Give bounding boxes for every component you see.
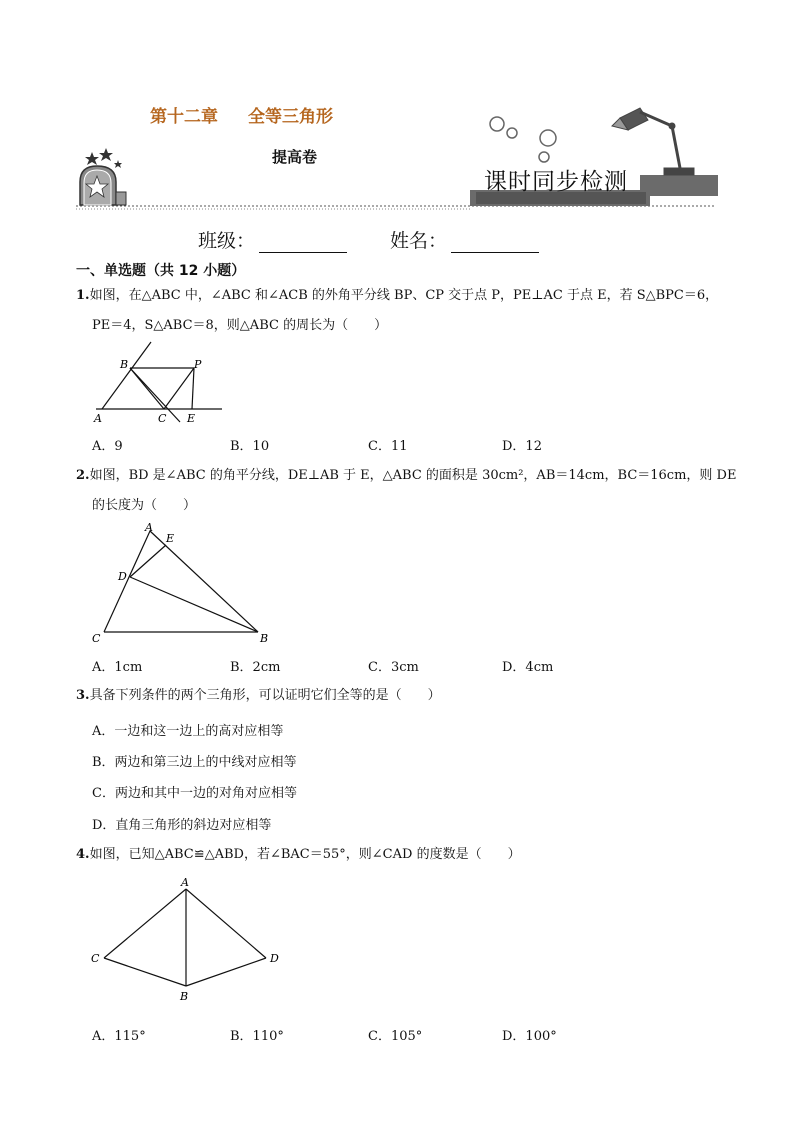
q1-option-a[interactable]: A．9 bbox=[92, 439, 123, 454]
question-2-text bbox=[76, 466, 736, 486]
question-1-text bbox=[76, 286, 718, 306]
question-1-line1: 如图，在△ABC 中，∠ABC 和∠ACB 的外角平分线 BP、CP 交于点 P，PE⊥AC 于点 E，若 S△BPC＝6， bbox=[89, 288, 719, 303]
chapter-topic: 全等三角形 bbox=[248, 107, 333, 127]
q2-option-c[interactable]: C．3cm bbox=[368, 660, 419, 675]
chapter-number: 第十二章 bbox=[150, 107, 218, 127]
q2-option-a[interactable]: A．1cm bbox=[92, 660, 143, 675]
q3-option-c[interactable]: C．两边和其中一边的对角对应相等 bbox=[92, 786, 297, 801]
label-B: B bbox=[180, 990, 189, 1003]
question-2-line1: 如图，BD 是∠ABC 的角平分线，DE⊥AB 于 E，△ABC 的面积是 30cm²，AB＝14cm，BC＝16cm，则 DE bbox=[89, 468, 737, 483]
question-1-line2: PE＝4，S△ABC＝8，则△ABC 的周长为（ ） bbox=[92, 318, 388, 333]
chapter-title bbox=[150, 102, 333, 127]
header-decoration bbox=[0, 0, 794, 215]
class-blank[interactable] bbox=[259, 234, 347, 253]
label-C: C bbox=[92, 632, 101, 645]
name-label: 姓名： bbox=[390, 230, 448, 252]
q2-option-b[interactable]: B．2cm bbox=[230, 660, 281, 675]
label-D: D bbox=[270, 952, 279, 965]
label-C: C bbox=[158, 412, 167, 425]
question-3-text bbox=[76, 686, 441, 706]
paper-subtitle: 提高卷 bbox=[272, 148, 318, 166]
label-E: E bbox=[187, 412, 196, 425]
question-3-line1: 具备下列条件的两个三角形，可以证明它们全等的是（ ） bbox=[89, 688, 441, 703]
label-B: B bbox=[120, 358, 129, 371]
figure-q1 bbox=[88, 338, 228, 430]
q4-option-d[interactable]: D．100° bbox=[502, 1029, 557, 1044]
question-number: 3. bbox=[76, 688, 90, 703]
label-E: E bbox=[166, 532, 175, 545]
label-A: A bbox=[181, 876, 189, 889]
label-A: A bbox=[94, 412, 102, 425]
name-blank[interactable] bbox=[451, 234, 539, 253]
brand-title: 课时同步检测 bbox=[484, 169, 628, 195]
label-D: D bbox=[118, 570, 127, 583]
class-label: 班级： bbox=[198, 230, 256, 252]
figure-q2 bbox=[88, 520, 278, 646]
q3-option-d[interactable]: D．直角三角形的斜边对应相等 bbox=[92, 818, 272, 833]
question-4-line1: 如图，已知△ABC≌△ABD，若∠BAC＝55°，则∠CAD 的度数是（ ） bbox=[89, 847, 521, 862]
star-icon bbox=[85, 148, 122, 168]
label-P: P bbox=[194, 358, 202, 371]
q4-option-a[interactable]: A．115° bbox=[92, 1029, 146, 1044]
q2-option-d[interactable]: D．4cm bbox=[502, 660, 554, 675]
question-number: 1. bbox=[76, 288, 90, 303]
class-field bbox=[198, 226, 347, 253]
label-C: C bbox=[91, 952, 100, 965]
question-2-line2: 的长度为（ ） bbox=[92, 498, 197, 513]
name-field bbox=[390, 226, 539, 253]
q4-option-b[interactable]: B．110° bbox=[230, 1029, 284, 1044]
bubble-icon bbox=[490, 117, 556, 162]
question-4-text bbox=[76, 845, 521, 865]
label-B: B bbox=[260, 632, 269, 645]
question-number: 4. bbox=[76, 847, 90, 862]
q3-option-a[interactable]: A．一边和这一边上的高对应相等 bbox=[92, 724, 284, 739]
section-title: 一、单选题（共 12 小题） bbox=[76, 263, 246, 279]
q4-option-c[interactable]: C．105° bbox=[368, 1029, 423, 1044]
figure-q4 bbox=[86, 872, 292, 1008]
q3-option-b[interactable]: B．两边和第三边上的中线对应相等 bbox=[92, 755, 297, 770]
q1-option-c[interactable]: C．11 bbox=[368, 439, 408, 454]
label-A: A bbox=[145, 521, 153, 534]
question-number: 2. bbox=[76, 468, 90, 483]
q1-option-b[interactable]: B．10 bbox=[230, 439, 270, 454]
q1-option-d[interactable]: D．12 bbox=[502, 439, 542, 454]
